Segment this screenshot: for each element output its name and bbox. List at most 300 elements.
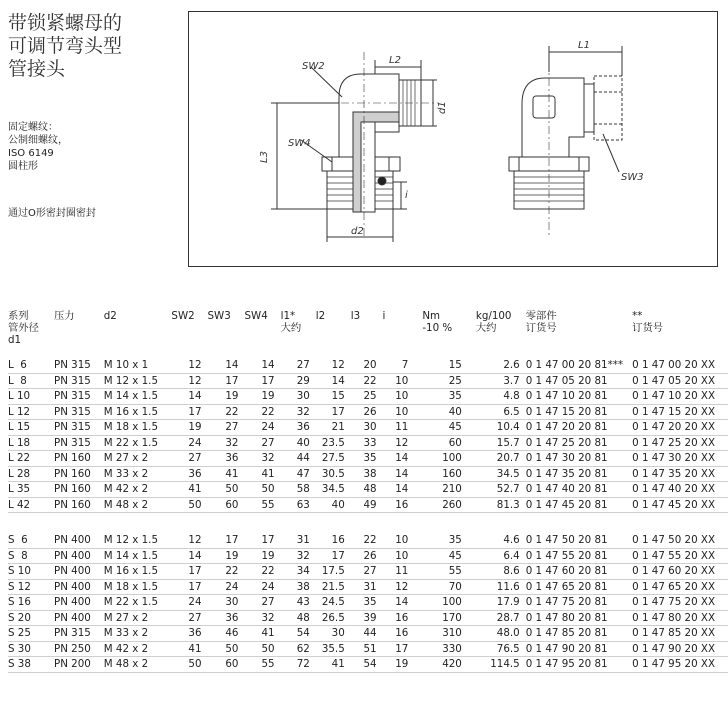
cell-i: 10 [383,548,415,564]
cell-l3: 25 [351,389,383,405]
cell-pressure: PN 315 [54,435,104,451]
cell-part-number: 0 1 47 25 20 81 [526,435,632,451]
cell-sw2: 27 [171,610,207,626]
cell-i: 19 [383,657,415,673]
table-row [8,657,728,673]
cell-sw4: 50 [244,482,280,498]
cell-kg: 28.7 [468,610,526,626]
cell-sw4: 17 [244,533,280,548]
cell-order-number: 0 1 47 40 20 XX [632,482,728,498]
label-i: i [405,190,408,201]
cell-sw2: 12 [171,358,207,373]
cell-l1: 32 [281,404,316,420]
cell-series: S 8 [8,548,54,564]
cell-order-number: 0 1 47 95 20 XX [632,657,728,673]
cell-part-number: 0 1 47 30 20 81 [526,451,632,467]
cell-d2: M 27 x 2 [104,610,172,626]
cell-series: S 6 [8,533,54,548]
cell-sw4: 27 [244,435,280,451]
cell-series: S 30 [8,641,54,657]
cell-i: 14 [383,451,415,467]
header-pressure: 压力 [53,310,75,322]
cell-nm: 40 [414,404,468,420]
cell-order-number: 0 1 47 20 20 XX [632,420,728,436]
cell-sw4: 22 [244,404,280,420]
cell-l1: 38 [281,579,316,595]
cell-sw3: 24 [208,579,245,595]
table-row [8,404,728,420]
thread-spec-text: 固定螺纹： 公制细螺纹， ISO 6149 圆柱形 [8,122,68,172]
cell-kg: 34.5 [468,466,526,482]
cell-l2: 16 [316,533,351,548]
cell-sw2: 17 [171,404,207,420]
cell-part-number: 0 1 47 15 20 81 [526,404,632,420]
cell-order-number: 0 1 47 55 20 XX [632,548,728,564]
table-row [8,579,728,595]
cell-i: 12 [383,579,415,595]
cell-i: 12 [383,435,415,451]
cell-kg: 76.5 [468,641,526,657]
cell-part-number: 0 1 47 05 20 81 [526,373,632,389]
cell-kg: 48.0 [468,626,526,642]
cell-kg: 6.5 [468,404,526,420]
cell-i: 7 [383,358,415,373]
cell-l1: 48 [281,610,316,626]
cell-l3: 44 [351,626,383,642]
cell-series: S 12 [8,579,54,595]
cell-order-number: 0 1 47 05 20 XX [632,373,728,389]
cell-sw2: 50 [171,497,207,513]
cell-l1: 34 [281,564,316,580]
cell-l2: 21.5 [316,579,351,595]
cell-l1: 36 [281,420,316,436]
cell-series: L 42 [8,497,54,513]
cell-sw2: 27 [171,451,207,467]
cell-d2: M 48 x 2 [104,657,172,673]
cell-kg: 20.7 [468,451,526,467]
cell-sw4: 17 [244,373,280,389]
cell-nm: 15 [414,358,468,373]
cell-sw3: 17 [208,533,245,548]
parts-table-body [8,350,728,672]
cell-l2: 17.5 [316,564,351,580]
cell-sw3: 50 [208,482,245,498]
cell-i: 10 [383,373,415,389]
cell-sw3: 60 [208,497,245,513]
cell-l3: 35 [351,595,383,611]
cell-part-number: 0 1 47 20 20 81 [526,420,632,436]
table-spacer [8,350,728,358]
cell-i: 11 [383,564,415,580]
label-l2: L2 [389,55,401,66]
cell-l2: 21 [316,420,351,436]
cell-order-number: 0 1 47 35 20 XX [632,466,728,482]
fitting-drawing-svg [189,12,717,266]
cell-pressure: PN 400 [54,595,104,611]
cell-nm: 170 [414,610,468,626]
cell-l2: 17 [316,548,351,564]
parts-table [8,310,728,673]
cell-l2: 35.5 [316,641,351,657]
cell-sw2: 50 [171,657,207,673]
cell-kg: 4.6 [468,533,526,548]
header-sw2: SW2 [171,310,195,322]
cell-sw4: 19 [244,548,280,564]
cell-l1: 62 [281,641,316,657]
cell-sw4: 22 [244,564,280,580]
cell-pressure: PN 160 [54,497,104,513]
cell-l1: 30 [281,389,316,405]
cell-sw4: 24 [244,420,280,436]
table-row [8,420,728,436]
cell-order-number: 0 1 47 00 20 XX [632,358,728,373]
header-i: i [382,310,386,322]
cell-d2: M 33 x 2 [104,626,172,642]
cell-d2: M 42 x 2 [104,641,172,657]
cell-l3: 49 [351,497,383,513]
cell-sw2: 17 [171,564,207,580]
label-l1: L1 [578,40,590,51]
cell-l1: 44 [281,451,316,467]
cell-sw4: 55 [244,657,280,673]
cell-pressure: PN 400 [54,579,104,595]
cell-sw4: 41 [244,626,280,642]
header-part-number: 零部件 订货号 [525,310,557,334]
cell-l3: 26 [351,548,383,564]
cell-order-number: 0 1 47 60 20 XX [632,564,728,580]
cell-order-number: 0 1 47 15 20 XX [632,404,728,420]
cell-l1: 63 [281,497,316,513]
header-kg: kg/100 大约 [475,310,512,334]
table-row [8,533,728,548]
cell-sw4: 14 [244,358,280,373]
table-row [8,610,728,626]
cell-d2: M 14 x 1.5 [104,548,172,564]
cell-pressure: PN 315 [54,404,104,420]
cell-sw2: 12 [171,533,207,548]
cell-sw3: 22 [208,564,245,580]
cell-nm: 210 [414,482,468,498]
cell-i: 11 [383,420,415,436]
cell-l3: 39 [351,610,383,626]
cell-sw3: 60 [208,657,245,673]
table-row [8,482,728,498]
label-d1: d1 [437,101,448,114]
cell-l1: 27 [281,358,316,373]
cell-l3: 33 [351,435,383,451]
cell-d2: M 12 x 1.5 [104,373,172,389]
cell-sw3: 36 [208,610,245,626]
cell-part-number: 0 1 47 60 20 81 [526,564,632,580]
cell-part-number: 0 1 47 80 20 81 [526,610,632,626]
cell-sw2: 41 [171,641,207,657]
cell-nm: 310 [414,626,468,642]
cell-sw4: 50 [244,641,280,657]
table-row [8,389,728,405]
cell-series: L 18 [8,435,54,451]
cell-l2: 17 [316,404,351,420]
cell-sw2: 14 [171,548,207,564]
cell-l1: 47 [281,466,316,482]
cell-part-number: 0 1 47 35 20 81 [526,466,632,482]
table-row [8,497,728,513]
cell-l3: 27 [351,564,383,580]
cell-l3: 51 [351,641,383,657]
cell-d2: M 18 x 1.5 [104,420,172,436]
table-row [8,466,728,482]
cell-l2: 26.5 [316,610,351,626]
cell-sw2: 19 [171,420,207,436]
table-row [8,358,728,373]
cell-l2: 40 [316,497,351,513]
cell-nm: 100 [414,595,468,611]
cell-nm: 35 [414,533,468,548]
cell-nm: 45 [414,420,468,436]
cell-sw2: 36 [171,626,207,642]
cell-order-number: 0 1 47 25 20 XX [632,435,728,451]
cell-l2: 14 [316,373,351,389]
cell-order-number: 0 1 47 30 20 XX [632,451,728,467]
cell-nm: 45 [414,548,468,564]
cell-l1: 54 [281,626,316,642]
cell-i: 16 [383,497,415,513]
cell-order-number: 0 1 47 65 20 XX [632,579,728,595]
cell-d2: M 14 x 1.5 [104,389,172,405]
cell-kg: 6.4 [468,548,526,564]
cell-part-number: 0 1 47 50 20 81 [526,533,632,548]
cell-order-number: 0 1 47 75 20 XX [632,595,728,611]
cell-l1: 29 [281,373,316,389]
cell-d2: M 48 x 2 [104,497,172,513]
cell-i: 17 [383,641,415,657]
cell-l3: 22 [351,533,383,548]
cell-sw4: 19 [244,389,280,405]
cell-l1: 32 [281,548,316,564]
cell-series: L 28 [8,466,54,482]
cell-part-number: 0 1 47 40 20 81 [526,482,632,498]
cell-nm: 420 [414,657,468,673]
cell-series: S 25 [8,626,54,642]
cell-pressure: PN 160 [54,482,104,498]
cell-sw2: 12 [171,373,207,389]
seal-text: 通过O形密封圈密封 [8,208,96,219]
cell-sw3: 19 [208,389,245,405]
table-row [8,564,728,580]
cell-l2: 23.5 [316,435,351,451]
cell-order-number: 0 1 47 80 20 XX [632,610,728,626]
cell-i: 16 [383,610,415,626]
cell-l1: 43 [281,595,316,611]
label-sw3: SW3 [621,172,644,183]
cell-sw2: 36 [171,466,207,482]
cell-order-number: 0 1 47 50 20 XX [632,533,728,548]
cell-sw3: 46 [208,626,245,642]
cell-nm: 35 [414,389,468,405]
cell-order-number: 0 1 47 85 20 XX [632,626,728,642]
cell-l3: 31 [351,579,383,595]
cell-nm: 260 [414,497,468,513]
cell-kg: 3.7 [468,373,526,389]
cell-sw3: 50 [208,641,245,657]
cell-series: S 16 [8,595,54,611]
cell-kg: 2.6 [468,358,526,373]
table-row [8,595,728,611]
table-row [8,373,728,389]
cell-sw2: 24 [171,435,207,451]
cell-kg: 4.8 [468,389,526,405]
cell-kg: 15.7 [468,435,526,451]
cell-series: L 15 [8,420,54,436]
cell-d2: M 10 x 1 [104,358,172,373]
cell-series: L 35 [8,482,54,498]
cell-nm: 160 [414,466,468,482]
cell-l2: 24.5 [316,595,351,611]
cell-sw4: 27 [244,595,280,611]
group-gap [8,513,728,534]
cell-sw2: 17 [171,579,207,595]
cell-i: 16 [383,626,415,642]
cell-order-number: 0 1 47 10 20 XX [632,389,728,405]
cell-sw4: 32 [244,610,280,626]
cell-l1: 58 [281,482,316,498]
cell-l2: 30.5 [316,466,351,482]
cell-part-number: 0 1 47 95 20 81 [526,657,632,673]
cell-sw3: 19 [208,548,245,564]
header-nm: Nm -10 % [422,310,453,334]
cell-pressure: PN 315 [54,358,104,373]
cell-part-number: 0 1 47 55 20 81 [526,548,632,564]
cell-i: 10 [383,404,415,420]
cell-series: L 12 [8,404,54,420]
cell-sw3: 14 [208,358,245,373]
cell-series: L 8 [8,373,54,389]
label-sw2: SW2 [302,61,325,72]
cell-sw4: 32 [244,451,280,467]
technical-drawing [188,11,718,267]
cell-pressure: PN 315 [54,626,104,642]
cell-i: 10 [383,533,415,548]
cell-i: 14 [383,466,415,482]
cell-sw3: 22 [208,404,245,420]
header-sw4: SW4 [244,310,268,322]
cell-sw2: 24 [171,595,207,611]
cell-order-number: 0 1 47 90 20 XX [632,641,728,657]
cell-l2: 27.5 [316,451,351,467]
cell-pressure: PN 160 [54,466,104,482]
cell-d2: M 27 x 2 [104,451,172,467]
table-row [8,626,728,642]
cell-d2: M 33 x 2 [104,466,172,482]
cell-series: L 6 [8,358,54,373]
cell-series: L 10 [8,389,54,405]
cell-pressure: PN 400 [54,548,104,564]
header-series: 系列 管外径 d1 [8,310,39,346]
header-order-number: ** 订货号 [632,310,664,334]
cell-l2: 34.5 [316,482,351,498]
cell-l1: 72 [281,657,316,673]
cell-d2: M 12 x 1.5 [104,533,172,548]
cell-d2: M 16 x 1.5 [104,404,172,420]
cell-sw3: 17 [208,373,245,389]
cell-l3: 26 [351,404,383,420]
cell-l3: 20 [351,358,383,373]
cell-part-number: 0 1 47 85 20 81 [526,626,632,642]
cell-sw4: 55 [244,497,280,513]
cell-l1: 40 [281,435,316,451]
cell-pressure: PN 315 [54,389,104,405]
header-l2: l2 [315,310,326,322]
cell-l2: 41 [316,657,351,673]
cell-nm: 70 [414,579,468,595]
label-d2: d2 [351,226,364,237]
cell-pressure: PN 315 [54,420,104,436]
cell-part-number: 0 1 47 65 20 81 [526,579,632,595]
cell-pressure: PN 250 [54,641,104,657]
cell-kg: 10.4 [468,420,526,436]
cell-sw3: 30 [208,595,245,611]
cell-l3: 48 [351,482,383,498]
cell-nm: 100 [414,451,468,467]
cell-kg: 8.6 [468,564,526,580]
cell-sw3: 41 [208,466,245,482]
header-d2: d2 [103,310,117,322]
cell-sw2: 41 [171,482,207,498]
cell-pressure: PN 400 [54,564,104,580]
cell-i: 14 [383,595,415,611]
cell-order-number: 0 1 47 45 20 XX [632,497,728,513]
cell-d2: M 22 x 1.5 [104,435,172,451]
cell-kg: 17.9 [468,595,526,611]
right-exterior-view [509,46,622,237]
cell-sw3: 36 [208,451,245,467]
cell-part-number: 0 1 47 45 20 81 [526,497,632,513]
product-title: 带锁紧螺母的 可调节弯头型 管接头 [8,12,123,80]
cell-pressure: PN 200 [54,657,104,673]
cell-nm: 60 [414,435,468,451]
cell-kg: 11.6 [468,579,526,595]
cell-series: S 10 [8,564,54,580]
cell-sw4: 24 [244,579,280,595]
cell-l1: 31 [281,533,316,548]
cell-series: S 38 [8,657,54,673]
cell-part-number: 0 1 47 90 20 81 [526,641,632,657]
cell-i: 14 [383,482,415,498]
cell-l3: 35 [351,451,383,467]
table-row [8,641,728,657]
header-l3: l3 [350,310,361,322]
cell-sw2: 14 [171,389,207,405]
cell-l2: 30 [316,626,351,642]
cell-part-number: 0 1 47 00 20 81*** [526,358,632,373]
cell-l3: 30 [351,420,383,436]
cell-series: S 20 [8,610,54,626]
cell-d2: M 16 x 1.5 [104,564,172,580]
cell-l2: 12 [316,358,351,373]
cell-pressure: PN 315 [54,373,104,389]
table-header-row [8,310,728,350]
cell-kg: 52.7 [468,482,526,498]
cell-l2: 15 [316,389,351,405]
cell-series: L 22 [8,451,54,467]
cell-d2: M 22 x 1.5 [104,595,172,611]
cell-pressure: PN 400 [54,610,104,626]
cell-i: 10 [383,389,415,405]
header-l1: l1* 大约 [280,310,302,334]
label-l3: L3 [259,151,270,163]
cell-l3: 22 [351,373,383,389]
cell-kg: 81.3 [468,497,526,513]
table-row [8,548,728,564]
